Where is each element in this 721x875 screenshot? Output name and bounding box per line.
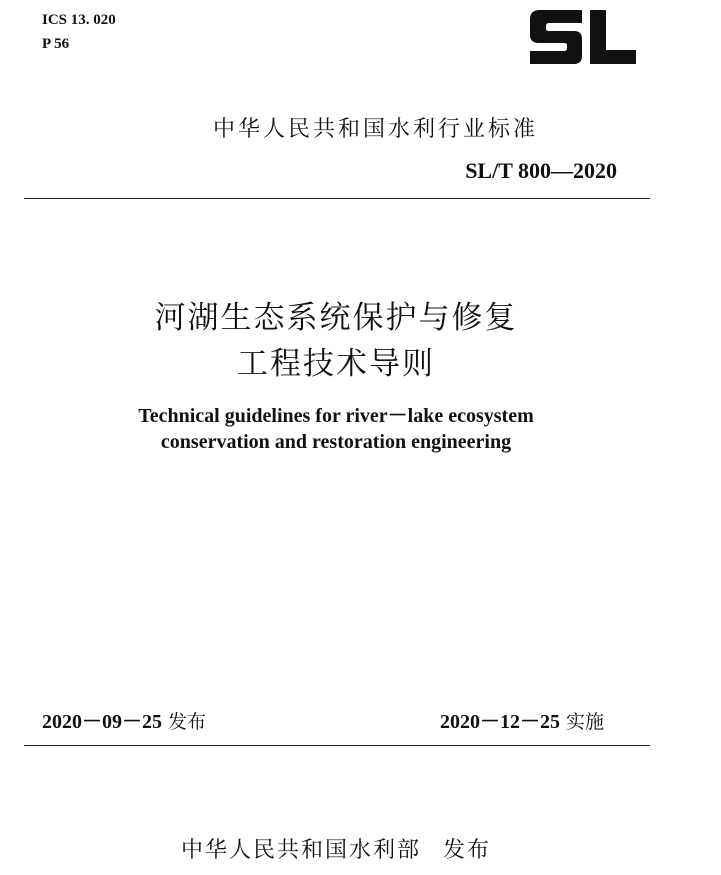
title-cn-line2: 工程技术导则 xyxy=(237,346,435,382)
category-code: P 56 xyxy=(42,36,70,52)
industry-standard-title: 中华人民共和国水利行业标准 xyxy=(212,117,538,142)
bottom-divider xyxy=(24,745,650,746)
publisher-name: 中华人民共和国水利部 xyxy=(180,838,421,863)
issue-date: 2020－09－25 xyxy=(42,711,162,733)
sl-logo-s xyxy=(530,10,582,64)
classification-codes xyxy=(42,8,116,56)
sl-logo xyxy=(530,10,636,64)
title-en-line2: conservation and restoration engineering xyxy=(160,431,512,453)
implement-label: 实施 xyxy=(566,711,605,733)
publisher-action: 发布 xyxy=(443,838,492,863)
issue-date-block xyxy=(42,705,206,734)
top-divider xyxy=(24,198,650,199)
title-en-line1: Technical guidelines for river－lake ecosystem xyxy=(138,405,534,427)
ics-code: ICS 13. 020 xyxy=(42,12,116,28)
standard-number: SL/T 800—2020 xyxy=(465,158,617,183)
title-cn-line1: 河湖生态系统保护与修复 xyxy=(154,300,518,336)
issue-label: 发布 xyxy=(168,711,207,733)
sl-logo-l xyxy=(590,10,636,64)
implement-date: 2020－12－25 xyxy=(440,711,560,733)
publisher-line xyxy=(0,833,672,864)
implement-date-block xyxy=(440,705,604,734)
